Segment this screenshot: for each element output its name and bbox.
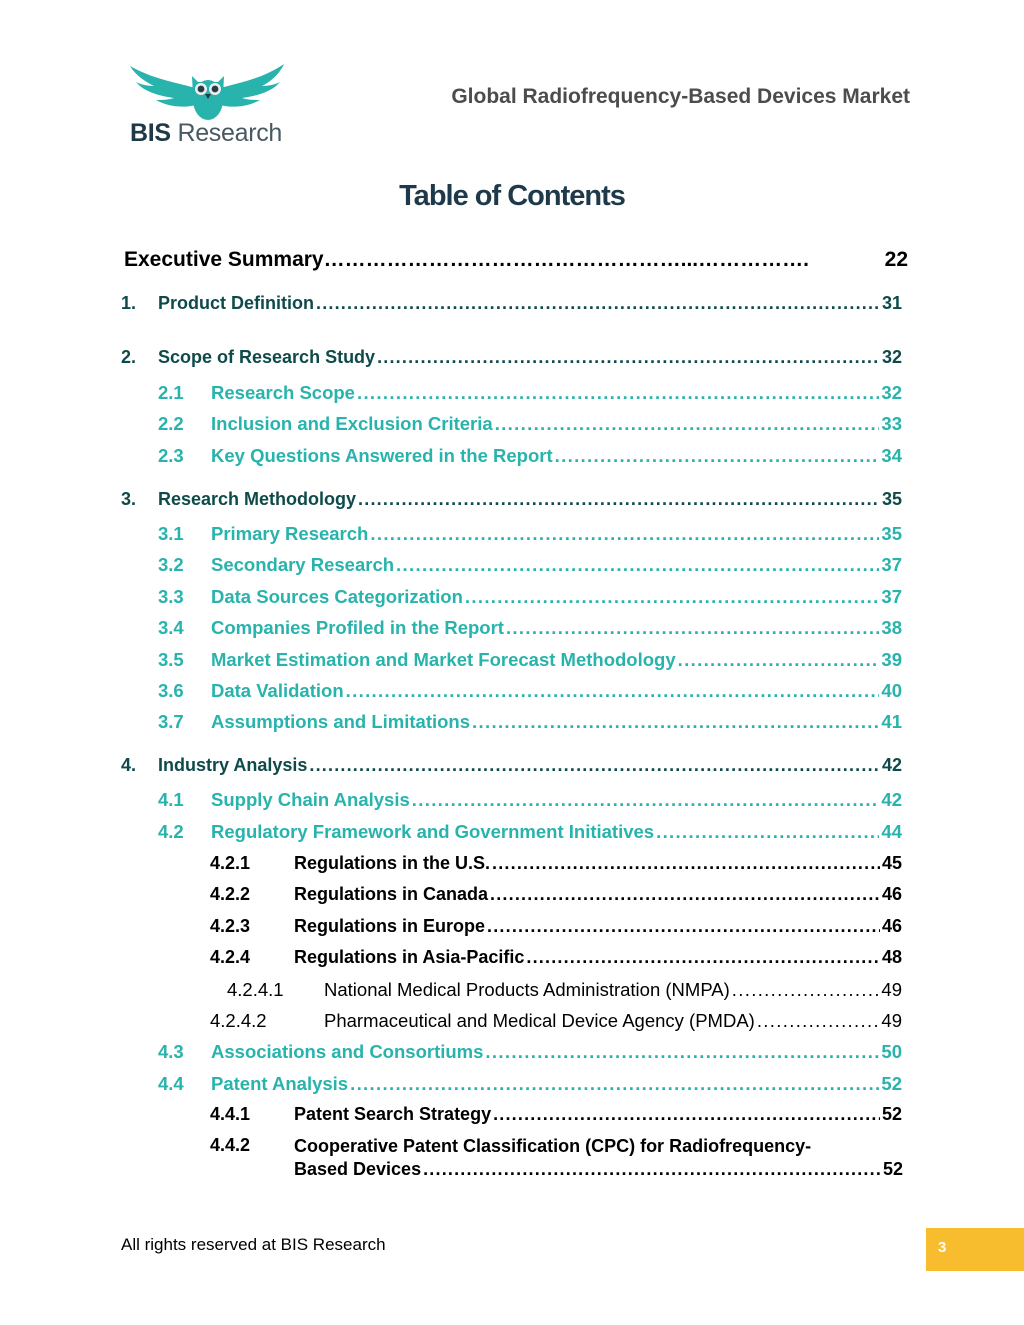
document-title: Global Radiofrequency-Based Devices Market xyxy=(451,85,910,108)
toc-entry-2-3[interactable]: 2.3 Key Questions Answered in the Report . . . 34 xyxy=(158,445,902,467)
toc-entry-4-2-3[interactable]: 4.2.3 Regulations in Europe . . . 46 xyxy=(210,916,902,937)
toc-entry-4-2-1[interactable]: 4.2.1 Regulations in the U.S. . . . 45 xyxy=(210,853,902,874)
toc-entry-3-5[interactable]: 3.5 Market Estimation and Market Forecast Methodology . . . 39 xyxy=(158,649,902,671)
toc-entry-2-1[interactable]: 2.1 Research Scope . . . 32 xyxy=(158,382,902,404)
toc-entry-4-4[interactable]: 4.4 Patent Analysis . . . 52 xyxy=(158,1073,902,1095)
toc-entry-executive-summary[interactable] xyxy=(124,248,908,272)
toc-entry-3-1[interactable]: 3.1 Primary Research . . . 35 xyxy=(158,523,902,545)
toc-entry-1[interactable]: 1. Product Definition . . . 31 xyxy=(121,293,902,314)
logo-wordmark: BIS Research xyxy=(130,119,283,147)
toc-entry-3-7[interactable]: 3.7 Assumptions and Limitations . . . 41 xyxy=(158,711,902,733)
page-number: 3 xyxy=(938,1239,947,1256)
toc-entry-3-3[interactable]: 3.3 Data Sources Categorization . . . 37 xyxy=(158,586,902,608)
toc-entry-4-4-2[interactable]: 4.4.2 Cooperative Patent Classification (CPC) for Radiofrequency- Based Devices . . . 52 xyxy=(210,1135,902,1181)
toc-entry-2-2[interactable]: 2.2 Inclusion and Exclusion Criteria . . . 33 xyxy=(158,413,902,435)
toc-entry-4-1[interactable]: 4.1 Supply Chain Analysis . . . 42 xyxy=(158,789,902,811)
toc-entry-4-2-2[interactable]: 4.2.2 Regulations in Canada . . . 46 xyxy=(210,884,902,905)
footer-copyright: All rights reserved at BIS Research xyxy=(121,1235,386,1254)
toc-entry-4[interactable]: 4. Industry Analysis . . . 42 xyxy=(121,755,902,776)
owl-icon xyxy=(128,62,288,122)
toc-entry-page: 22 xyxy=(884,248,908,271)
bis-research-logo xyxy=(128,62,288,152)
toc-entry-3[interactable]: 3. Research Methodology . . . 35 xyxy=(121,489,902,510)
toc-entry-4-3[interactable]: 4.3 Associations and Consortiums . . . 50 xyxy=(158,1041,902,1063)
toc-entry-3-4[interactable]: 3.4 Companies Profiled in the Report . . . 38 xyxy=(158,617,902,639)
toc-leader: ……………………………………………...……………. xyxy=(323,248,809,271)
toc-entry-4-2-4[interactable]: 4.2.4 Regulations in Asia-Pacific . . . 48 xyxy=(210,947,902,968)
toc-entry-4-2-4-1[interactable]: 4.2.4.1 National Medical Products Administration (NMPA) . . . 49 xyxy=(227,979,902,1001)
page-number-box xyxy=(926,1228,1024,1271)
toc-entry-4-2[interactable]: 4.2 Regulatory Framework and Government Initiatives . . . 44 xyxy=(158,821,902,843)
toc-entry-3-6[interactable]: 3.6 Data Validation . . . 40 xyxy=(158,680,902,702)
toc-entry-2[interactable]: 2. Scope of Research Study . . . 32 xyxy=(121,347,902,368)
toc-entry-title: Executive Summary xyxy=(124,248,324,271)
toc-entry-3-2[interactable]: 3.2 Secondary Research . . . 37 xyxy=(158,554,902,576)
toc-heading: Table of Contents xyxy=(399,180,625,212)
toc-entry-4-4-1[interactable]: 4.4.1 Patent Search Strategy . . . 52 xyxy=(210,1104,902,1125)
toc-entry-4-2-4-2[interactable]: 4.2.4.2 Pharmaceutical and Medical Device Agency (PMDA) . . . 49 xyxy=(210,1010,902,1032)
